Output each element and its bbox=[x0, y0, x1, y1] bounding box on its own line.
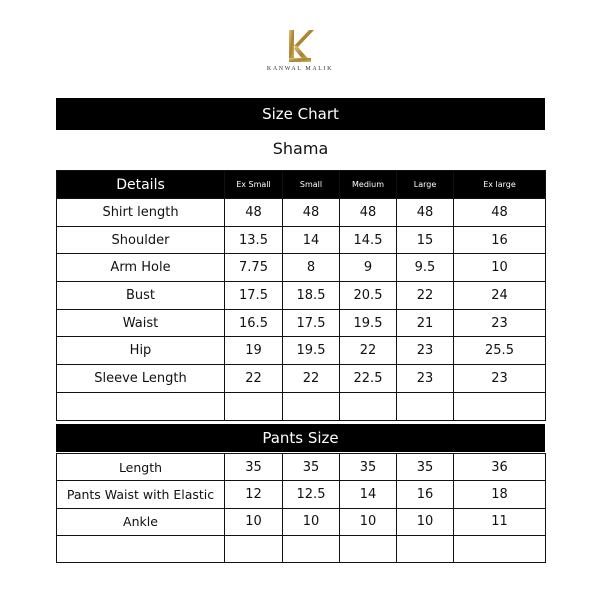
cell: 8 bbox=[283, 254, 340, 282]
pants-size-table bbox=[56, 453, 546, 563]
cell: 48 bbox=[454, 199, 546, 227]
table-row bbox=[57, 309, 546, 337]
title-banner bbox=[56, 98, 545, 130]
cell bbox=[283, 392, 340, 420]
cell: 22 bbox=[283, 365, 340, 393]
row-label: Ankle bbox=[57, 508, 225, 535]
k-monogram-icon bbox=[285, 28, 315, 64]
cell: 48 bbox=[340, 199, 397, 227]
cell: 22 bbox=[397, 282, 454, 310]
table-row bbox=[57, 508, 546, 535]
cell: 9 bbox=[340, 254, 397, 282]
row-label: Sleeve Length bbox=[57, 365, 225, 393]
cell: 35 bbox=[340, 454, 397, 481]
row-label: Pants Waist with Elastic bbox=[57, 481, 225, 508]
cell: 11 bbox=[454, 508, 546, 535]
cell: 16.5 bbox=[225, 309, 283, 337]
brand-name: KANWAL MALIK bbox=[266, 66, 334, 72]
cell: 25.5 bbox=[454, 337, 546, 365]
table-row bbox=[57, 199, 546, 227]
row-label bbox=[57, 535, 225, 562]
cell: 12.5 bbox=[283, 481, 340, 508]
brand-logo bbox=[250, 28, 350, 80]
cell: 16 bbox=[454, 226, 546, 254]
cell: 19 bbox=[225, 337, 283, 365]
table-row bbox=[57, 365, 546, 393]
cell bbox=[340, 392, 397, 420]
cell: 10 bbox=[283, 508, 340, 535]
row-label: Arm Hole bbox=[57, 254, 225, 282]
table-row bbox=[57, 481, 546, 508]
cell: 35 bbox=[225, 454, 283, 481]
header-medium: Medium bbox=[340, 171, 397, 199]
page-title: Size Chart bbox=[262, 105, 339, 123]
cell bbox=[397, 392, 454, 420]
cell: 48 bbox=[225, 199, 283, 227]
header-large: Large bbox=[397, 171, 454, 199]
table-row bbox=[57, 282, 546, 310]
cell: 12 bbox=[225, 481, 283, 508]
cell bbox=[397, 535, 454, 562]
cell bbox=[225, 392, 283, 420]
pants-size-title: Pants Size bbox=[262, 429, 339, 447]
cell bbox=[454, 535, 546, 562]
row-label: Length bbox=[57, 454, 225, 481]
cell: 21 bbox=[397, 309, 454, 337]
table-header-row bbox=[57, 171, 546, 199]
cell bbox=[283, 535, 340, 562]
cell: 20.5 bbox=[340, 282, 397, 310]
table-row bbox=[57, 337, 546, 365]
cell: 48 bbox=[397, 199, 454, 227]
cell: 14 bbox=[283, 226, 340, 254]
row-label: Bust bbox=[57, 282, 225, 310]
cell: 14 bbox=[340, 481, 397, 508]
cell: 10 bbox=[340, 508, 397, 535]
cell: 19.5 bbox=[340, 309, 397, 337]
cell: 14.5 bbox=[340, 226, 397, 254]
cell: 15 bbox=[397, 226, 454, 254]
header-ex-small: Ex Small bbox=[225, 171, 283, 199]
cell: 48 bbox=[283, 199, 340, 227]
cell: 16 bbox=[397, 481, 454, 508]
table-row-empty bbox=[57, 535, 546, 562]
cell: 22 bbox=[340, 337, 397, 365]
cell bbox=[340, 535, 397, 562]
cell: 35 bbox=[397, 454, 454, 481]
cell: 23 bbox=[397, 337, 454, 365]
header-details: Details bbox=[57, 171, 225, 199]
row-label: Shirt length bbox=[57, 199, 225, 227]
cell: 23 bbox=[397, 365, 454, 393]
cell: 10 bbox=[454, 254, 546, 282]
cell: 24 bbox=[454, 282, 546, 310]
cell: 10 bbox=[397, 508, 454, 535]
cell: 18 bbox=[454, 481, 546, 508]
product-name: Shama bbox=[272, 139, 329, 158]
row-label: Hip bbox=[57, 337, 225, 365]
cell: 36 bbox=[454, 454, 546, 481]
cell: 17.5 bbox=[283, 309, 340, 337]
cell: 19.5 bbox=[283, 337, 340, 365]
cell: 22 bbox=[225, 365, 283, 393]
row-label: Waist bbox=[57, 309, 225, 337]
cell: 23 bbox=[454, 365, 546, 393]
cell: 13.5 bbox=[225, 226, 283, 254]
cell: 9.5 bbox=[397, 254, 454, 282]
header-small: Small bbox=[283, 171, 340, 199]
table-row-empty bbox=[57, 392, 546, 420]
table-row bbox=[57, 254, 546, 282]
cell: 35 bbox=[283, 454, 340, 481]
cell bbox=[225, 535, 283, 562]
cell bbox=[454, 392, 546, 420]
shirt-size-table bbox=[56, 170, 546, 421]
row-label: Shoulder bbox=[57, 226, 225, 254]
cell: 18.5 bbox=[283, 282, 340, 310]
cell: 10 bbox=[225, 508, 283, 535]
header-ex-large: Ex large bbox=[454, 171, 546, 199]
table-row bbox=[57, 454, 546, 481]
cell: 22.5 bbox=[340, 365, 397, 393]
cell: 17.5 bbox=[225, 282, 283, 310]
cell: 23 bbox=[454, 309, 546, 337]
row-label bbox=[57, 392, 225, 420]
table-row bbox=[57, 226, 546, 254]
pants-size-banner bbox=[56, 424, 545, 452]
cell: 7.75 bbox=[225, 254, 283, 282]
